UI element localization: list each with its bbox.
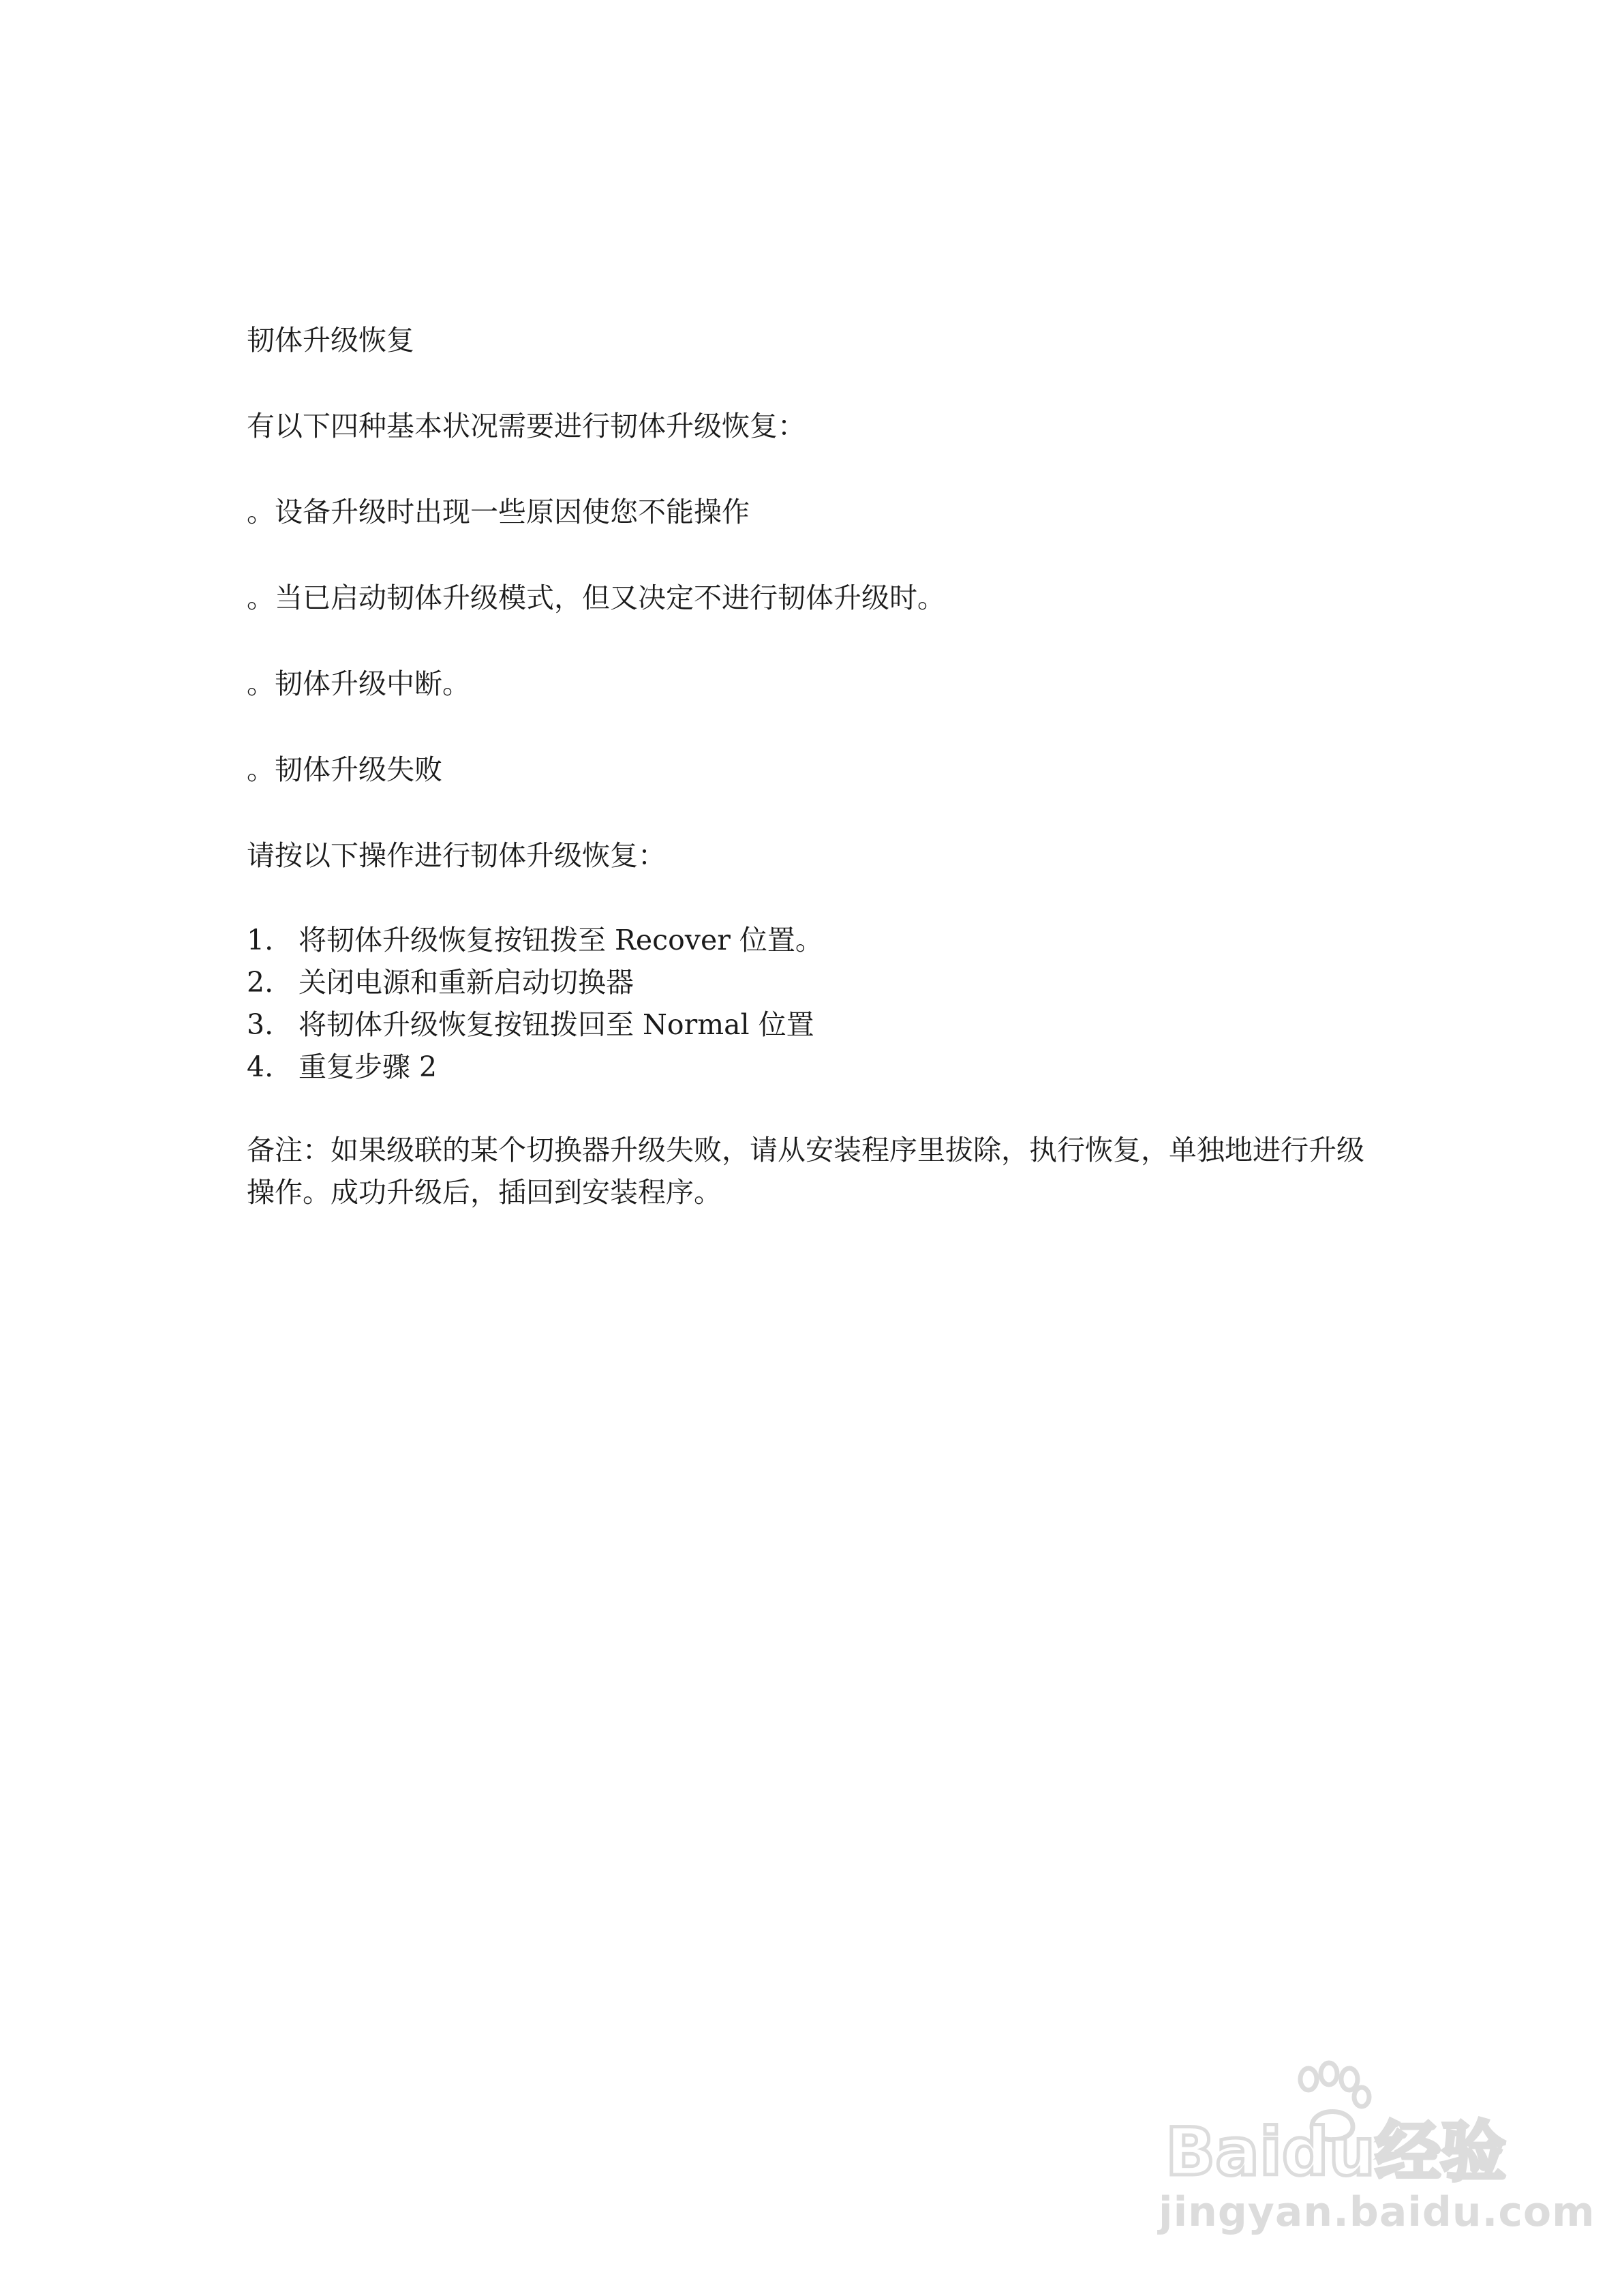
intro-text: 有以下四种基本状况需要进行韧体升级恢复： xyxy=(247,410,806,442)
baidu-logo xyxy=(1159,2059,1540,2188)
bullet-item: 。韧体升级中断。 xyxy=(247,667,470,700)
steps-list xyxy=(247,919,1405,1088)
note-text xyxy=(247,1129,1405,1213)
document-body xyxy=(247,319,1405,1213)
step-text: 关闭电源和重新启动切换器 xyxy=(299,966,634,999)
note-line-2: 操作。成功升级后，插回到安装程序。 xyxy=(247,1176,722,1209)
baidu-jingyan-watermark xyxy=(1159,2059,1595,2277)
step-number: 4. xyxy=(247,1051,274,1083)
step-item xyxy=(247,1003,1405,1046)
step-item xyxy=(247,1046,1405,1088)
step-text: 将韧体升级恢复按钮拨回至 Normal 位置 xyxy=(299,1008,814,1041)
document-title: 韧体升级恢复 xyxy=(247,324,414,357)
watermark-url: jingyan.baidu.com xyxy=(1159,2188,1595,2236)
step-text: 将韧体升级恢复按钮拨至 Recover 位置。 xyxy=(299,924,823,956)
bullet-item: 。设备升级时出现一些原因使您不能操作 xyxy=(247,496,750,528)
bullet-item: 。韧体升级失败 xyxy=(247,753,442,786)
baidu-logo-text: Baidu经验 xyxy=(1165,2114,1506,2188)
step-number: 1. xyxy=(247,924,274,956)
step-item xyxy=(247,961,1405,1003)
step-text: 重复步骤 2 xyxy=(299,1051,438,1083)
step-number: 2. xyxy=(247,966,274,999)
step-number: 3. xyxy=(247,1008,274,1041)
step-item xyxy=(247,919,1405,961)
instruction-text: 请按以下操作进行韧体升级恢复： xyxy=(247,839,666,872)
note-line-1: 备注：如果级联的某个切换器升级失败，请从安装程序里拔除，执行恢复，单独地进行升级 xyxy=(247,1134,1364,1166)
bullet-item: 。当已启动韧体升级模式，但又决定不进行韧体升级时。 xyxy=(247,581,945,614)
